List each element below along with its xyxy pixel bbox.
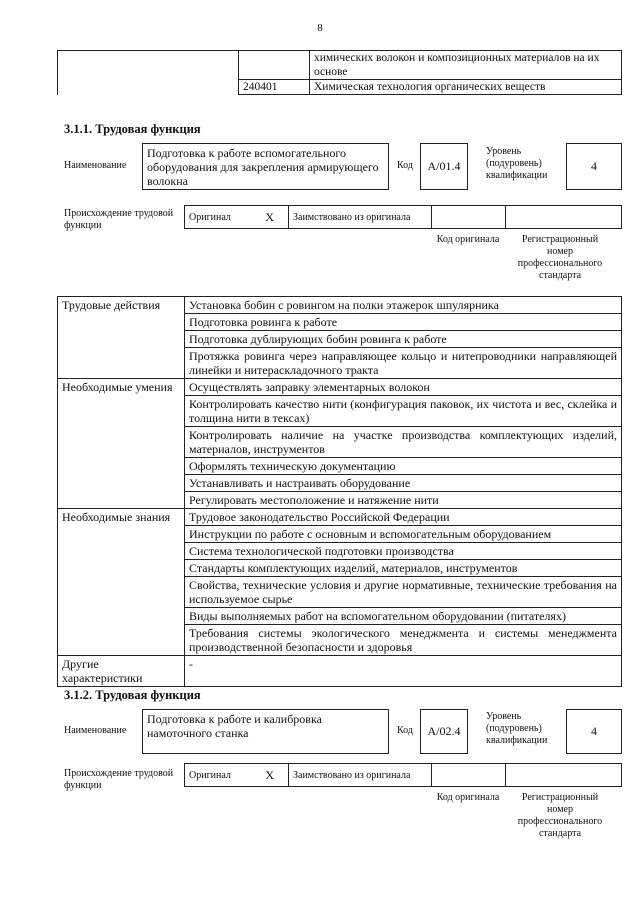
origin-row [184,205,622,229]
borrowed-cell: Заимствовано из оригинала [289,206,432,228]
empty-cell [58,625,185,656]
name-label: Наименование [64,725,127,736]
origin-label: Происхождение трудовой функции [64,208,174,231]
list-item: Протяжка ровинга через направляющее кольцо и нитепроводники направляющей линейки и нитераскладочного тракта [185,348,622,379]
table-row [58,331,622,348]
section-heading-3-1-1: 3.1.1. Трудовая функция [64,122,201,136]
origin-row [184,763,622,787]
list-item: Подготовка дублирующих бобин ровинга к работе [185,331,622,348]
section-heading-3-1-2: 3.1.2. Трудовая функция [64,688,201,702]
specialty-code-cell: 240401 [239,80,310,95]
level-value-box: 4 [566,143,622,190]
list-item: Установка бобин с ровингом на полки этажерок шпулярника [185,297,622,314]
table-row [58,427,622,458]
code-of-original-label: Код оригинала [436,234,500,245]
empty-cell [58,331,185,348]
table-row [58,526,622,543]
original-label: Оригинал [189,211,231,223]
empty-cell [58,543,185,560]
list-item: Оформлять техническую документацию [185,458,622,475]
empty-cell [58,427,185,458]
list-item: Инструкции по работе с основным и вспомогательным оборудованием [185,526,622,543]
reg-number-label: Регистрационный номер профессионального стандарта [517,234,603,281]
list-item: Регулировать местоположение и натяжение нити [185,492,622,509]
list-item: Осуществлять заправку элементарных волокон [185,379,622,396]
empty-cell [239,51,310,80]
list-item: Виды выполняемых работ на вспомогательном оборудовании (питателях) [185,608,622,625]
list-item: Устанавливать и настраивать оборудование [185,475,622,492]
category-knowledge: Необходимые знания [58,509,185,526]
category-other: Другие характеристики [58,656,185,687]
category-actions: Трудовые действия [58,297,185,314]
level-label: Уровень (подуровень) квалификации [486,711,548,746]
list-item: Система технологической подготовки производства [185,543,622,560]
empty-cell [58,51,239,95]
table-row [58,543,622,560]
function-name-box: Подготовка к работе вспомогательного оборудования для закрепления армирующего волокна [142,143,389,190]
code-label: Код [397,725,413,736]
original-label: Оригинал [189,769,231,781]
empty-cell [58,314,185,331]
list-item: Трудовое законодательство Российской Федерации [185,509,622,526]
specialty-name-cell: химических волокон и композиционных материалов на их основе [310,51,622,80]
table-row [58,379,622,396]
reg-number-label: Регистрационный номер профессионального стандарта [517,792,603,839]
borrowed-cell: Заимствовано из оригинала [289,764,432,786]
table-row [58,509,622,526]
list-item: Контролировать наличие на участке производства комплектующих изделий, материалов, инструментов [185,427,622,458]
level-label: Уровень (подуровень) квалификации [486,146,548,181]
empty-cell [58,560,185,577]
table-row [58,577,622,608]
specialty-name-cell: Химическая технология органических веществ [310,80,622,95]
code-of-original-label: Код оригинала [436,792,500,803]
specialties-table-continuation [57,50,622,95]
name-label: Наименование [64,160,127,171]
table-row [58,625,622,656]
table-row [58,297,622,314]
original-mark: X [265,209,274,224]
list-item: Контролировать качество нити (конфигурация паковок, их чистота и вес, склейка и толщина нити в тексах) [185,396,622,427]
list-item: Требования системы экологического менеджмента и системы менеджмента производственной безопасности и здоровья [185,625,622,656]
empty-cell [58,577,185,608]
origin-label: Происхождение трудовой функции [64,768,174,791]
function-code-box: A/01.4 [420,143,468,190]
original-code-cell [432,764,506,786]
table-row [58,656,622,687]
empty-cell [58,608,185,625]
function-code-box: A/02.4 [420,709,468,754]
empty-cell [58,526,185,543]
table-row [58,492,622,509]
empty-cell [58,492,185,509]
level-value-box: 4 [566,709,622,754]
code-label: Код [397,160,413,171]
empty-cell [58,458,185,475]
table-row [58,51,622,80]
list-item: Свойства, технические условия и другие нормативные, технические требования на используемое сырье [185,577,622,608]
function-name-box: Подготовка к работе и калибровка намоточного станка [142,709,389,754]
labor-function-details-table [57,296,622,687]
empty-cell [58,348,185,379]
table-row [58,458,622,475]
table-row [58,608,622,625]
reg-number-cell [506,206,621,228]
reg-number-cell [506,764,621,786]
original-mark: X [265,767,274,782]
table-row [58,348,622,379]
empty-cell [58,396,185,427]
list-item: Стандарты комплектующих изделий, материалов, инструментов [185,560,622,577]
original-cell [185,764,289,786]
category-skills: Необходимые умения [58,379,185,396]
table-row [58,396,622,427]
original-code-cell [432,206,506,228]
empty-cell [58,475,185,492]
list-item: - [185,656,622,687]
original-cell [185,206,289,228]
page-number: 8 [317,22,323,34]
table-row [58,560,622,577]
table-row [58,475,622,492]
list-item: Подготовка ровинга к работе [185,314,622,331]
table-row [58,314,622,331]
